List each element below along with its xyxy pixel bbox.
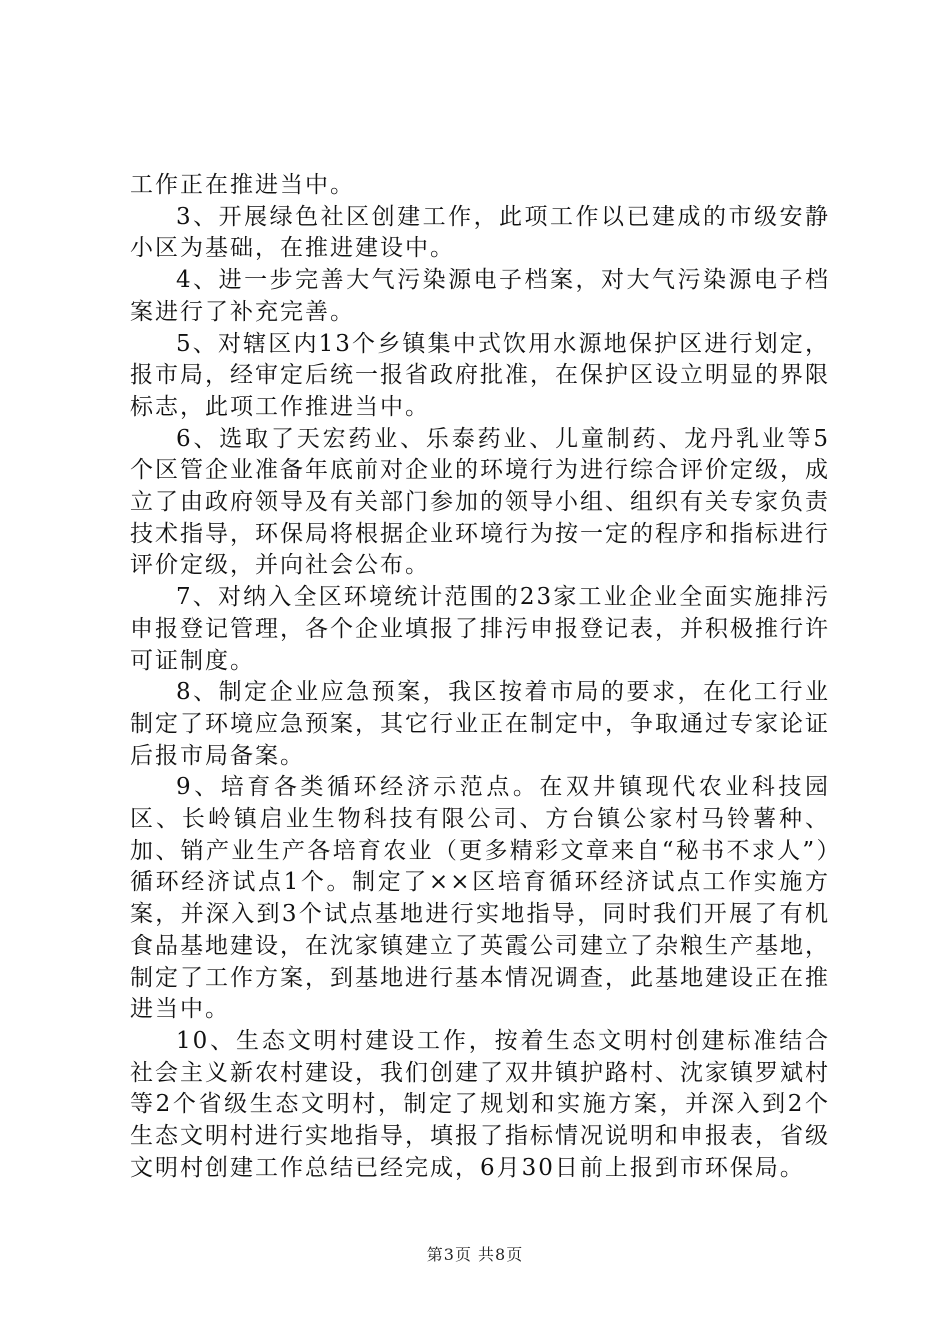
paragraph-continuation: 工作正在推进当中。 bbox=[130, 172, 355, 198]
paragraph-item-9: 9、培育各类循环经济示范点。在双井镇现代农业科技园区、长岭镇启业生物科技有限公司、方台镇公家村马铃薯种、加、销产业生产各培育农业（更多精彩文章来自“秘书不求人”）循环经济试点1个。制定了××区培育循环经济试点工作实施方案，并深入到3个试点基地进行实地指导，同时我们开展了有机食品基地建设，在沈家镇建立了英霞公司建立了杂粮生产基地，制定了工作方案，到基地进行基本情况调查，此基地建设正在推进当中。 bbox=[130, 774, 830, 1023]
paragraph-item-8: 8、制定企业应急预案，我区按着市局的要求，在化工行业制定了环境应急预案，其它行业正在制定中，争取通过专家论证后报市局备案。 bbox=[130, 679, 830, 769]
paragraph-item-7: 7、对纳入全区环境统计范围的23家工业企业全面实施排污申报登记管理，各个企业填报了排污申报登记表，并积极推行许可证制度。 bbox=[130, 584, 830, 674]
page-number-footer: 第3页 共8页 bbox=[426, 1245, 524, 1264]
document-body bbox=[130, 170, 830, 1185]
paragraph-item-6: 6、选取了天宏药业、乐泰药业、儿童制药、龙丹乳业等5个区管企业准备年底前对企业的环境行为进行综合评价定级，成立了由政府领导及有关部门参加的领导小组、组织有关专家负责技术指导，环保局将根据企业环境行为按一定的程序和指标进行评价定级，并向社会公布。 bbox=[130, 425, 830, 579]
paragraph-item-10: 10、生态文明村建设工作，按着生态文明村创建标准结合社会主义新农村建设，我们创建了双井镇护路村、沈家镇罗斌村等2个省级生态文明村，制定了规划和实施方案，并深入到2个生态文明村进行实地指导，填报了指标情况说明和申报表，省级文明村创建工作总结已经完成，6月30日前上报到市环保局。 bbox=[130, 1027, 830, 1181]
paragraph-item-5: 5、对辖区内13个乡镇集中式饮用水源地保护区进行划定，报市局，经审定后统一报省政府批准，在保护区设立明显的界限标志，此项工作推进当中。 bbox=[130, 330, 830, 420]
paragraph-item-4: 4、进一步完善大气污染源电子档案，对大气污染源电子档案进行了补充完善。 bbox=[130, 267, 830, 325]
paragraph-item-3: 3、开展绿色社区创建工作，此项工作以已建成的市级安静小区为基础，在推进建设中。 bbox=[130, 203, 830, 262]
